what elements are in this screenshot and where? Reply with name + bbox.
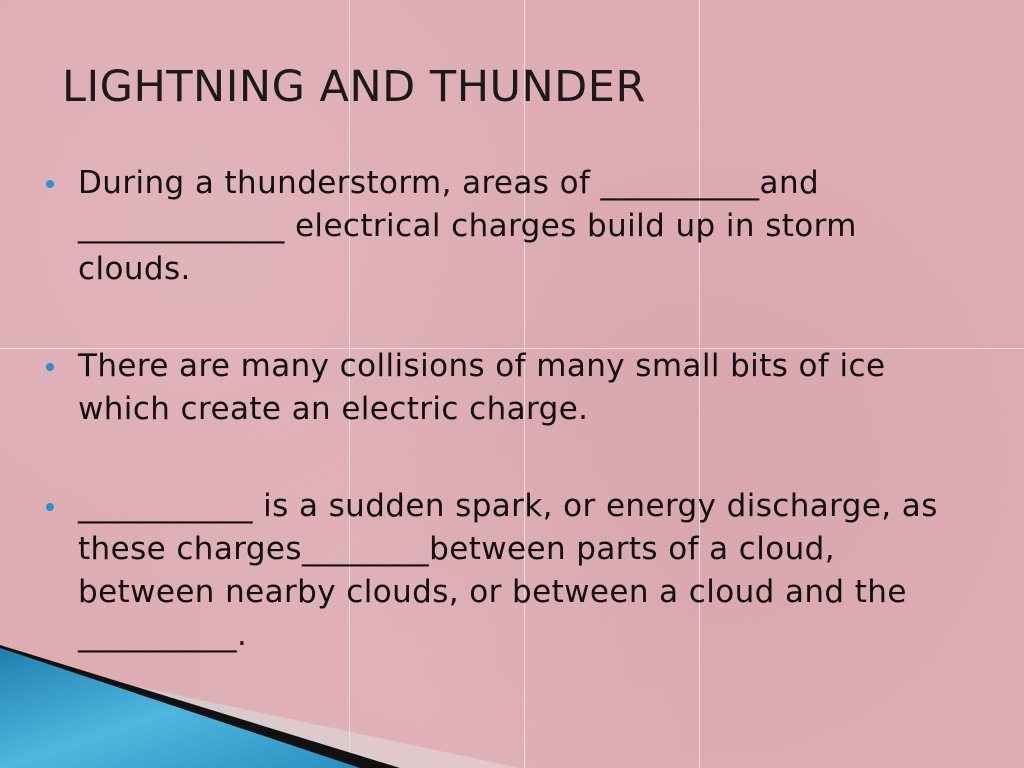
- ribbon-blue-band: [0, 648, 360, 768]
- decorative-ribbon: [0, 640, 520, 768]
- bullet-dot-icon: [46, 363, 54, 371]
- bullet-text: There are many collisions of many small bits of ice which create an electric charge.: [78, 348, 886, 427]
- bullet-dot-icon: [46, 503, 54, 511]
- bullet-item: [46, 162, 956, 291]
- bullet-text: ___________ is a sudden spark, or energy discharge, as these charges________between parts of a cloud, between nearby clouds, or between a cloud and the __________.: [78, 488, 938, 653]
- bullet-dot-icon: [46, 180, 54, 188]
- slide-title: LIGHTNING AND THUNDER: [62, 62, 646, 112]
- bullet-text: During a thunderstorm, areas of __________and _____________ electrical charges build up in storm clouds.: [78, 165, 857, 287]
- bullet-item: [46, 345, 956, 431]
- bullet-list: [46, 162, 956, 657]
- bullet-item: [46, 485, 956, 657]
